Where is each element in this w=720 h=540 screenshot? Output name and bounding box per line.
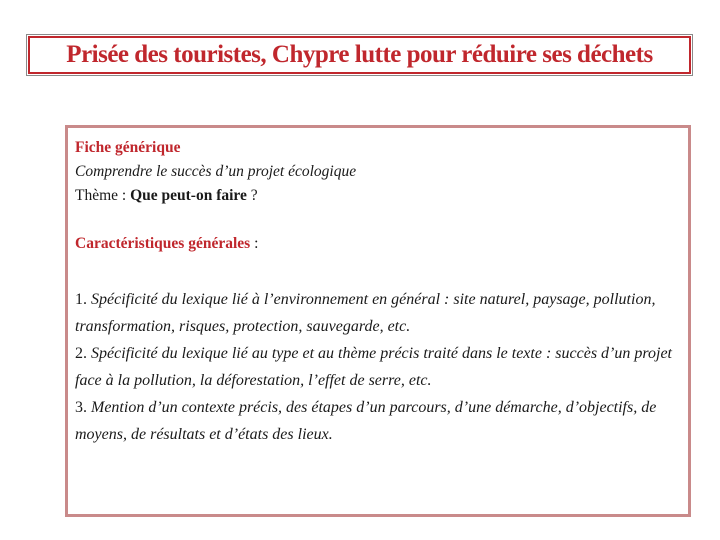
theme-line xyxy=(75,184,680,208)
item-text: Spécificité du lexique lié au type et au thème précis traité dans le texte : succès d’un projet face à la pollution, la déforestation, l’effet de serre, etc. xyxy=(75,345,672,389)
item-number: 2. xyxy=(75,345,91,362)
section-title: Caractéristiques générales xyxy=(75,235,251,252)
spacer xyxy=(75,208,680,232)
item-text: Mention d’un contexte précis, des étapes d’un parcours, d’une démarche, d’objectifs, de moyens, de résultats et d’états des lieux. xyxy=(75,399,657,443)
section-line xyxy=(75,232,680,256)
theme-value: Que peut-on faire xyxy=(130,187,247,204)
title-box xyxy=(28,36,691,74)
item-text: Spécificité du lexique lié à l’environnement en général : site naturel, paysage, pollution, transformation, risques, protection, sauvegarde, etc. xyxy=(75,291,656,335)
theme-suffix: ? xyxy=(246,187,258,204)
list-item xyxy=(75,340,680,394)
card-heading: Fiche générique xyxy=(75,139,181,156)
list-item xyxy=(75,394,680,448)
section-suffix: : xyxy=(250,235,259,252)
theme-label: Thème : xyxy=(75,187,131,204)
item-number: 1. xyxy=(75,291,91,308)
card-subtitle: Comprendre le succès d’un projet écologique xyxy=(75,163,357,180)
list-item xyxy=(75,286,680,340)
page-title: Prisée des touristes, Chypre lutte pour réduire ses déchets xyxy=(66,41,653,68)
item-number: 3. xyxy=(75,399,91,416)
content-card xyxy=(65,125,691,517)
spacer xyxy=(75,256,680,286)
